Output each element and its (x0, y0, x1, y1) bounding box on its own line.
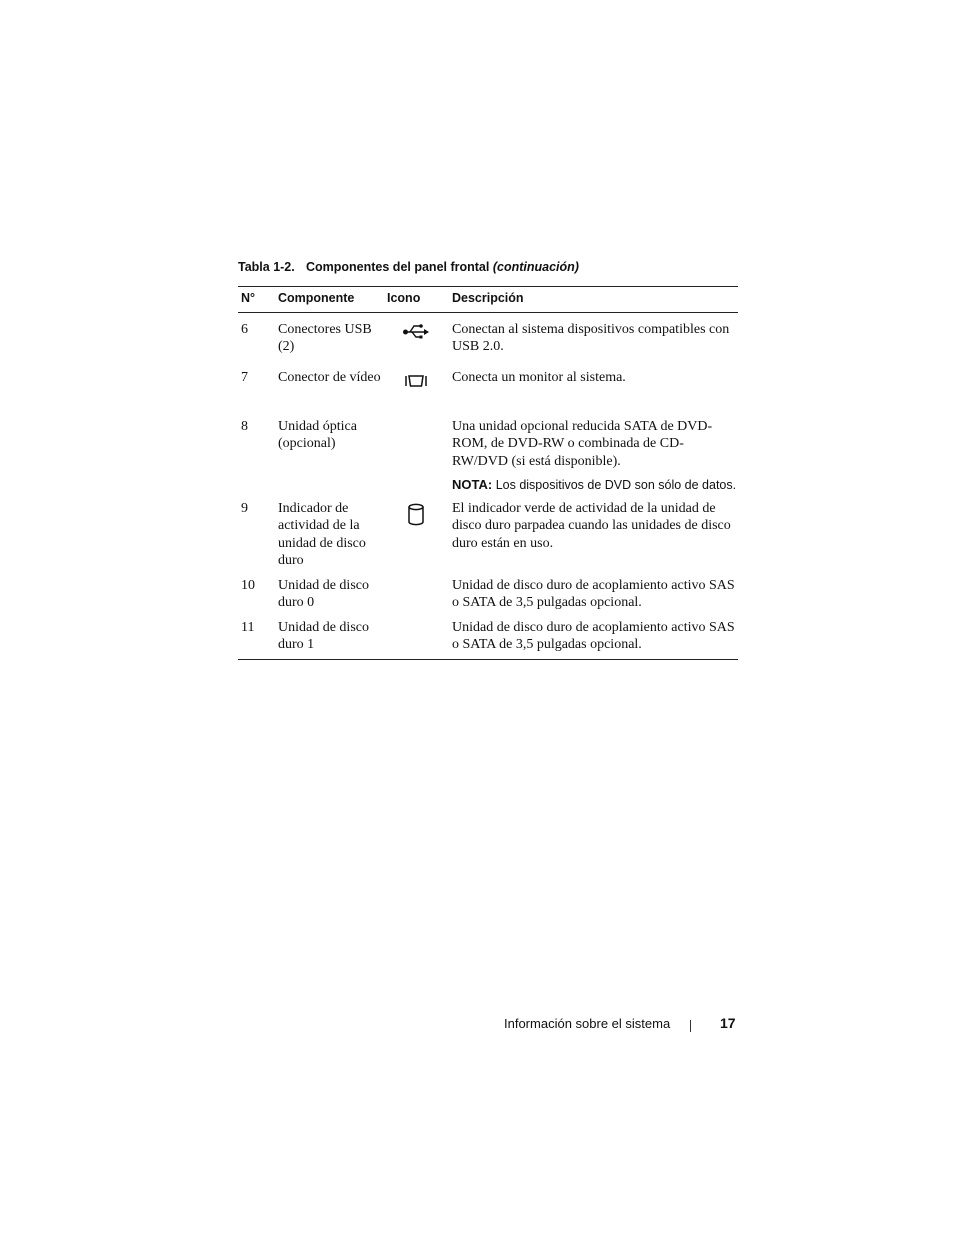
row-description: Conectan al sistema dispositivos compatibles con USB 2.0. (452, 322, 730, 355)
table-row (238, 577, 738, 619)
row-component: Indicador de actividad de la unidad de disco duro (278, 501, 366, 568)
row-number: 7 (241, 370, 248, 385)
video-connector-icon (402, 373, 430, 395)
footer-section-title: Información sobre el sistema (504, 1016, 671, 1031)
page-number: 17 (720, 1015, 736, 1031)
row-component: Unidad óptica (opcional) (278, 419, 357, 452)
row-description: Conecta un monitor al sistema. (452, 370, 626, 385)
table-caption (238, 260, 579, 274)
row-number: 6 (241, 322, 248, 337)
note-text: Los dispositivos de DVD son sólo de datos. (495, 477, 737, 492)
row-description: Una unidad opcional reducida SATA de DVD-ROM, de DVD-RW o combinada de CD-RW/DVD (si está disponible). (452, 419, 713, 469)
row-number: 11 (241, 620, 255, 635)
table-row (238, 619, 738, 659)
row-number: 10 (241, 578, 255, 593)
row-description: El indicador verde de actividad de la unidad de disco duro parpadea cuando las unidades de disco duro están en uso. (452, 501, 731, 551)
table-row (238, 418, 738, 500)
row-component: Unidad de disco duro 0 (278, 578, 369, 611)
table-row (238, 321, 738, 369)
table-row (238, 369, 738, 418)
row-description: Unidad de disco duro de acoplamiento activo SAS o SATA de 3,5 pulgadas opcional. (452, 578, 735, 611)
hard-drive-icon (402, 502, 430, 528)
table-header (238, 287, 738, 312)
table-number: Tabla 1-2. (238, 260, 295, 274)
table-title: Componentes del panel frontal (306, 260, 490, 274)
row-description-block (452, 418, 738, 494)
row-number: 9 (241, 501, 248, 516)
row-description: Unidad de disco duro de acoplamiento activo SAS o SATA de 3,5 pulgadas opcional. (452, 620, 735, 653)
usb-icon (402, 321, 430, 343)
table-header-rule (238, 312, 738, 313)
table-row (238, 500, 738, 577)
table-bottom-rule (238, 659, 738, 660)
table-title-suffix: (continuación) (492, 260, 579, 274)
header-no: N° (241, 291, 256, 305)
header-description: Descripción (452, 291, 524, 305)
header-icon: Icono (387, 291, 421, 305)
note-label: NOTA: (452, 476, 493, 492)
row-component: Conector de vídeo (278, 370, 381, 385)
footer-separator (690, 1020, 691, 1032)
header-component: Componente (278, 291, 355, 305)
row-component: Unidad de disco duro 1 (278, 620, 369, 653)
row-component: Conectores USB (2) (278, 322, 372, 355)
components-table (238, 286, 738, 660)
row-number: 8 (241, 419, 248, 434)
note (452, 476, 738, 494)
